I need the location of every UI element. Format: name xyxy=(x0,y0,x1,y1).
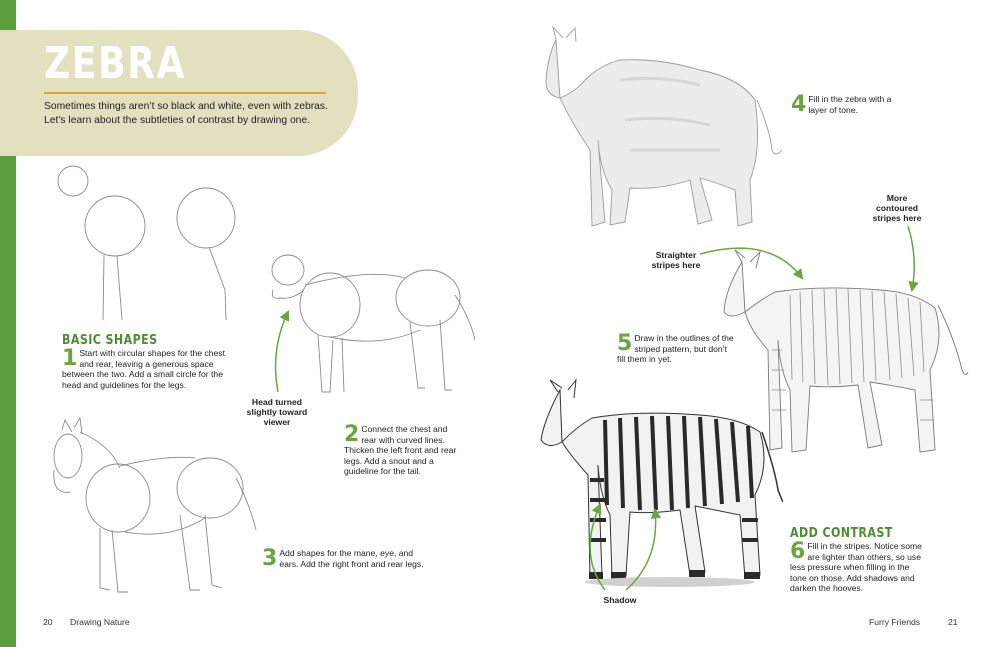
straighter-stripes-arrow xyxy=(700,248,802,278)
step-text: Connect the chest and rear with curved lines. Thicken the left front and rear legs. Add a snout and a guideline for the tail. xyxy=(344,424,457,477)
step2-sketch xyxy=(272,255,475,392)
footer-right-title: Furry Friends xyxy=(869,617,921,627)
step-3 xyxy=(262,548,432,569)
step4-toned-zebra xyxy=(546,27,782,226)
callout-straighter-stripes: Straighter stripes here xyxy=(651,250,701,271)
step-number: 1 xyxy=(62,346,78,371)
step-1 xyxy=(62,348,232,390)
step-number: 4 xyxy=(791,92,807,117)
step-text: Fill in the stripes. Notice some are lighter than others, so use less pressure when filling in the tone on those. Add shadows and darken the hooves. xyxy=(790,541,922,594)
step-5 xyxy=(617,333,737,365)
callout-contoured-stripes: More contoured stripes here xyxy=(872,193,922,224)
step-6 xyxy=(790,541,926,594)
callout-head-turned: Head turned slightly toward viewer xyxy=(246,397,308,428)
footer-left-page-number: 20 xyxy=(43,617,53,627)
step1-sketch xyxy=(58,166,235,320)
intro-text: Sometimes things aren’t so black and white, even with zebras. Let’s learn about the subtleties of contrast by drawing one. xyxy=(44,101,328,126)
step-number: 3 xyxy=(262,546,278,571)
contoured-stripes-arrow xyxy=(908,226,914,290)
step6-contrast-zebra xyxy=(541,380,783,587)
footer-left-title: Drawing Nature xyxy=(70,617,130,627)
step-text: Draw in the outlines of the striped pattern, but don’t fill them in yet. xyxy=(617,333,734,365)
step5-outlined-zebra xyxy=(724,250,968,452)
step-text: Fill in the zebra with a layer of tone. xyxy=(808,94,892,115)
callout-shadow: Shadow xyxy=(603,595,637,605)
basic-shapes-heading: BASIC SHAPES xyxy=(62,333,158,348)
step-number: 5 xyxy=(617,331,633,356)
step-2 xyxy=(344,424,462,477)
step-number: 6 xyxy=(790,539,806,564)
step-text: Add shapes for the mane, eye, and ears. Add the right front and rear legs. xyxy=(279,548,424,569)
page-title: ZEBRA xyxy=(44,38,187,89)
add-contrast-heading: ADD CONTRAST xyxy=(790,526,893,541)
footer-right-page-number: 21 xyxy=(948,617,958,627)
head-turned-arrow xyxy=(276,312,288,392)
step-text: Start with circular shapes for the chest and rear, leaving a generous space between the two. Add a small circle for the head and guidelines for the legs. xyxy=(62,348,225,390)
step-4 xyxy=(791,94,899,115)
step-number: 2 xyxy=(344,422,360,447)
step3-sketch xyxy=(54,418,256,592)
